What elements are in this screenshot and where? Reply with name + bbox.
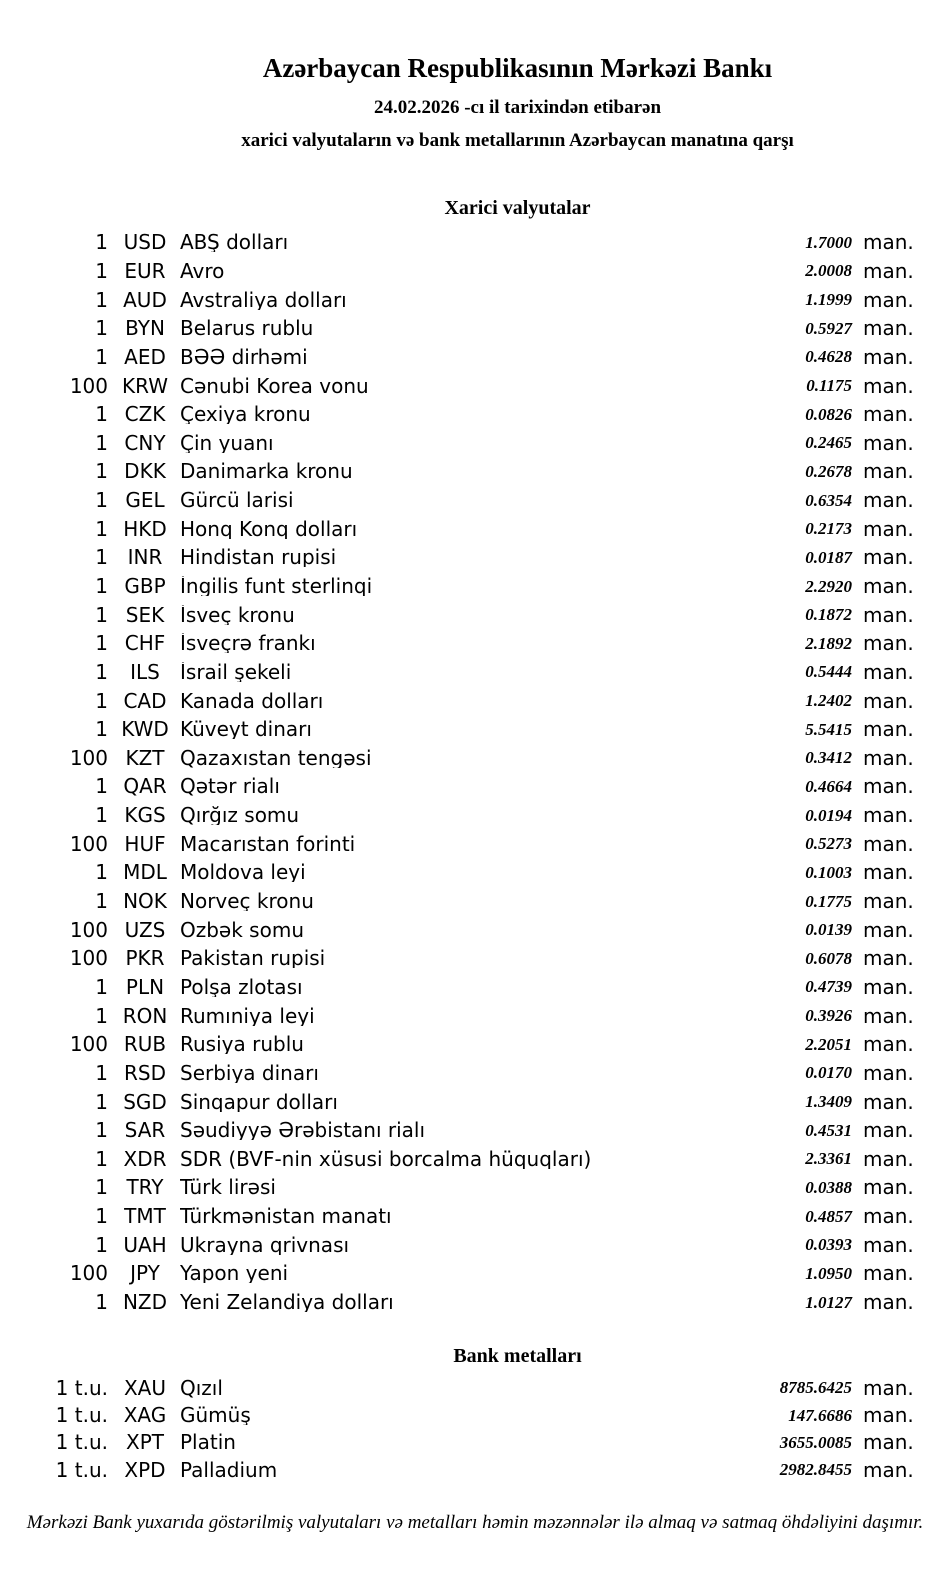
quantity: 1 bbox=[95, 402, 108, 427]
table-row bbox=[0, 1456, 950, 1483]
unit-label: man. bbox=[863, 745, 914, 770]
table-row bbox=[0, 1202, 950, 1231]
exchange-rate: 2.1892 bbox=[805, 633, 852, 653]
currency-code: GBP bbox=[124, 574, 166, 598]
currency-code: CHF bbox=[124, 631, 166, 656]
exchange-rate: 147.6686 bbox=[788, 1405, 852, 1425]
exchange-rate: 0.0388 bbox=[805, 1177, 852, 1197]
currency-code: KRW bbox=[122, 373, 168, 398]
exchange-rate: 0.0393 bbox=[805, 1235, 852, 1255]
quantity: 1 bbox=[95, 860, 108, 885]
exchange-rate: 0.2173 bbox=[805, 519, 852, 539]
quantity: 1 bbox=[95, 1146, 108, 1171]
unit-label: man. bbox=[863, 574, 914, 598]
currency-name: Səudiyyə Ərəbistanı rialı bbox=[180, 1120, 426, 1141]
quantity: 1 bbox=[95, 688, 108, 713]
exchange-rate: 0.2465 bbox=[805, 433, 852, 453]
currencies-table bbox=[0, 228, 950, 1316]
unit-label: man. bbox=[863, 831, 914, 856]
currency-name: Qızıl bbox=[180, 1377, 223, 1398]
currency-name: İsveçrə frankı bbox=[180, 633, 316, 654]
currency-code: QAR bbox=[123, 774, 167, 799]
quantity: 1 bbox=[95, 230, 108, 255]
currency-name: Sinqapur dolları bbox=[180, 1091, 338, 1112]
unit-label: man. bbox=[863, 344, 914, 369]
currency-code: NZD bbox=[122, 1290, 168, 1315]
currency-code: XAU bbox=[123, 1375, 167, 1400]
quantity: 1 bbox=[95, 803, 108, 828]
currency-name: SDR (BVF-nin xüsusi borcalma hüquqları) bbox=[180, 1148, 592, 1169]
unit-label: man. bbox=[863, 430, 914, 455]
currency-code: XAG bbox=[123, 1403, 167, 1428]
table-row bbox=[0, 829, 950, 858]
exchange-rate: 1.2402 bbox=[805, 691, 852, 711]
table-row bbox=[0, 1116, 950, 1145]
table-row bbox=[0, 715, 950, 744]
currency-code: EUR bbox=[124, 258, 166, 283]
currency-code: DKK bbox=[124, 459, 166, 484]
currency-name: Belarus rublu bbox=[180, 318, 314, 339]
table-row bbox=[0, 1087, 950, 1116]
unit-label: man. bbox=[863, 602, 914, 627]
currency-code: XDR bbox=[123, 1146, 167, 1171]
table-row bbox=[0, 343, 950, 372]
unit-label: man. bbox=[863, 545, 914, 570]
currency-name: Yapon yeni bbox=[180, 1263, 289, 1284]
exchange-rate: 0.4664 bbox=[805, 776, 852, 796]
currency-code: RON bbox=[122, 1003, 168, 1028]
currency-name: Türk lirəsi bbox=[180, 1177, 276, 1198]
unit-label: man. bbox=[863, 287, 914, 312]
currency-code: JPY bbox=[130, 1261, 160, 1286]
table-row bbox=[0, 1374, 950, 1401]
unit-label: man. bbox=[863, 717, 914, 742]
currency-name: Çin yuanı bbox=[180, 432, 274, 453]
currency-name: Norveç kronu bbox=[180, 891, 314, 912]
unit-label: man. bbox=[863, 316, 914, 341]
quantity: 1 bbox=[95, 459, 108, 484]
currency-name: Polşa zlotası bbox=[180, 976, 303, 997]
unit-label: man. bbox=[863, 373, 914, 398]
metals-table bbox=[0, 1374, 950, 1484]
table-row bbox=[0, 658, 950, 687]
table-row bbox=[0, 1259, 950, 1288]
exchange-rate: 1.7000 bbox=[805, 232, 852, 252]
currency-code: KZT bbox=[125, 745, 165, 770]
table-row bbox=[0, 772, 950, 801]
unit-label: man. bbox=[863, 659, 914, 684]
disclaimer-text: Mərkəzi Bank yuxarıda göstərilmiş valyutaları və metalları həmin məzənnələr ilə almaq və satmaq öhdəliyini daşımır. bbox=[26, 1512, 924, 1533]
currency-name: Qırğız somu bbox=[180, 805, 300, 826]
currency-name: Serbiya dinarı bbox=[180, 1062, 319, 1083]
quantity: 1 bbox=[95, 889, 108, 914]
currency-name: İsveç kronu bbox=[180, 604, 295, 625]
currency-name: Pakistan rupisi bbox=[180, 948, 326, 969]
exchange-rate: 0.6354 bbox=[805, 490, 852, 510]
unit-label: man. bbox=[863, 1457, 914, 1482]
exchange-rate: 2.2051 bbox=[805, 1034, 852, 1054]
exchange-rate: 0.0139 bbox=[805, 920, 852, 940]
exchange-rate: 1.1999 bbox=[805, 290, 852, 310]
table-row bbox=[0, 486, 950, 515]
currency-name: Rumıniya leyi bbox=[180, 1005, 315, 1026]
currency-code: TRY bbox=[126, 1175, 164, 1200]
quantity: 1 bbox=[95, 430, 108, 455]
unit-label: man. bbox=[863, 889, 914, 914]
currency-name: Avstraliya dolları bbox=[180, 289, 347, 310]
table-row bbox=[0, 629, 950, 658]
table-row bbox=[0, 543, 950, 572]
currency-code: CAD bbox=[123, 688, 167, 713]
unit-label: man. bbox=[863, 803, 914, 828]
currency-name: Platin bbox=[180, 1432, 236, 1453]
table-row bbox=[0, 1429, 950, 1456]
table-row bbox=[0, 1401, 950, 1428]
table-row bbox=[0, 371, 950, 400]
table-row bbox=[0, 285, 950, 314]
quantity: 100 bbox=[69, 831, 108, 856]
currency-name: Avro bbox=[180, 260, 225, 281]
quantity: 1 bbox=[95, 488, 108, 513]
exchange-rate: 0.4739 bbox=[805, 977, 852, 997]
unit-label: man. bbox=[863, 1089, 914, 1114]
unit-label: man. bbox=[863, 1430, 914, 1455]
metals-section-heading: Bank metalları bbox=[453, 1345, 582, 1367]
quantity: 1 bbox=[95, 1060, 108, 1085]
quantity: 1 bbox=[95, 974, 108, 999]
quantity: 1 bbox=[95, 1175, 108, 1200]
currency-name: Türkmənistan manatı bbox=[180, 1206, 392, 1227]
table-row bbox=[0, 228, 950, 257]
table-row bbox=[0, 314, 950, 343]
table-row bbox=[0, 457, 950, 486]
quantity: 1 bbox=[95, 316, 108, 341]
unit-label: man. bbox=[863, 631, 914, 656]
currency-name: Ukrayna qrivnası bbox=[180, 1234, 350, 1255]
quantity: 1 bbox=[95, 516, 108, 541]
exchange-rate: 0.5273 bbox=[805, 834, 852, 854]
table-row bbox=[0, 1030, 950, 1059]
currency-name: Özbək somu bbox=[180, 919, 304, 940]
currency-code: ILS bbox=[130, 659, 160, 684]
currency-code: RSD bbox=[124, 1060, 166, 1085]
quantity: 100 bbox=[69, 917, 108, 942]
table-row bbox=[0, 887, 950, 916]
currency-code: PKR bbox=[125, 946, 165, 971]
exchange-rate: 0.5444 bbox=[805, 662, 852, 682]
currency-code: XPT bbox=[126, 1430, 164, 1455]
exchange-rate: 0.1775 bbox=[805, 891, 852, 911]
quantity: 1 bbox=[95, 1089, 108, 1114]
page-subtitle: xarici valyutaların və bank metallarının Azərbaycan manatına qarşı bbox=[241, 130, 794, 151]
quantity: 1 bbox=[95, 1290, 108, 1315]
quantity: 1 bbox=[95, 659, 108, 684]
quantity: 1 t.u. bbox=[55, 1403, 108, 1428]
currency-code: KGS bbox=[124, 803, 166, 828]
currency-code: RUB bbox=[123, 1032, 167, 1057]
quantity: 1 bbox=[95, 631, 108, 656]
currency-code: SGD bbox=[123, 1089, 167, 1114]
unit-label: man. bbox=[863, 917, 914, 942]
quantity: 100 bbox=[69, 946, 108, 971]
currency-code: KWD bbox=[121, 717, 169, 742]
table-row bbox=[0, 428, 950, 457]
currency-name: Yeni Zelandiya dolları bbox=[180, 1292, 394, 1313]
quantity: 1 bbox=[95, 602, 108, 627]
quantity: 1 bbox=[95, 1003, 108, 1028]
table-row bbox=[0, 858, 950, 887]
exchange-rate: 0.4628 bbox=[805, 347, 852, 367]
quantity: 100 bbox=[69, 745, 108, 770]
unit-label: man. bbox=[863, 1375, 914, 1400]
table-row bbox=[0, 1288, 950, 1317]
table-row bbox=[0, 915, 950, 944]
quantity: 1 bbox=[95, 1232, 108, 1257]
exchange-rate: 0.0194 bbox=[805, 805, 852, 825]
currency-code: XPD bbox=[124, 1457, 166, 1482]
quantity: 100 bbox=[69, 1261, 108, 1286]
currency-name: Küveyt dinarı bbox=[180, 719, 312, 740]
table-row bbox=[0, 600, 950, 629]
currency-code: HUF bbox=[124, 831, 166, 856]
currency-name: Qazaxıstan tengəsi bbox=[180, 747, 372, 768]
unit-label: man. bbox=[863, 860, 914, 885]
unit-label: man. bbox=[863, 459, 914, 484]
exchange-rate: 0.0187 bbox=[805, 547, 852, 567]
table-row bbox=[0, 1230, 950, 1259]
unit-label: man. bbox=[863, 230, 914, 255]
currency-name: Gümüş bbox=[180, 1405, 251, 1426]
unit-label: man. bbox=[863, 488, 914, 513]
currency-code: UAH bbox=[123, 1232, 167, 1257]
exchange-rate: 2982.8455 bbox=[779, 1460, 852, 1480]
currency-name: Cənubi Korea vonu bbox=[180, 375, 369, 396]
quantity: 1 bbox=[95, 287, 108, 312]
quantity: 100 bbox=[69, 1032, 108, 1057]
table-row bbox=[0, 801, 950, 830]
exchange-rate: 5.5415 bbox=[805, 719, 852, 739]
unit-label: man. bbox=[863, 688, 914, 713]
quantity: 1 bbox=[95, 574, 108, 598]
exchange-rate: 0.1003 bbox=[805, 862, 852, 882]
table-row bbox=[0, 1145, 950, 1174]
unit-label: man. bbox=[863, 1403, 914, 1428]
table-row bbox=[0, 257, 950, 286]
unit-label: man. bbox=[863, 402, 914, 427]
currency-name: Honq Konq dolları bbox=[180, 518, 358, 539]
currency-code: UZS bbox=[124, 917, 166, 942]
exchange-rate: 0.4857 bbox=[805, 1206, 852, 1226]
exchange-rate: 0.1175 bbox=[806, 376, 852, 396]
unit-label: man. bbox=[863, 1032, 914, 1057]
exchange-rate: 0.1872 bbox=[805, 605, 852, 625]
table-row bbox=[0, 973, 950, 1002]
unit-label: man. bbox=[863, 1060, 914, 1085]
currency-name: BƏƏ dirhəmi bbox=[180, 346, 308, 367]
table-row bbox=[0, 1059, 950, 1088]
table-row bbox=[0, 744, 950, 773]
currency-code: INR bbox=[127, 545, 163, 570]
currency-name: Rusiya rublu bbox=[180, 1034, 304, 1055]
exchange-rate: 1.3409 bbox=[805, 1092, 852, 1112]
table-row bbox=[0, 1001, 950, 1030]
quantity: 1 t.u. bbox=[55, 1457, 108, 1482]
unit-label: man. bbox=[863, 1003, 914, 1028]
unit-label: man. bbox=[863, 516, 914, 541]
currency-name: Macarıstan forinti bbox=[180, 833, 356, 854]
exchange-rate: 0.4531 bbox=[805, 1120, 852, 1140]
table-row bbox=[0, 572, 950, 601]
exchange-rate: 0.0826 bbox=[805, 404, 852, 424]
quantity: 100 bbox=[69, 373, 108, 398]
currency-code: SEK bbox=[125, 602, 165, 627]
currency-name: Çexiya kronu bbox=[180, 404, 311, 425]
table-row bbox=[0, 400, 950, 429]
currency-name: İngilis funt sterlinqi bbox=[180, 576, 373, 596]
currency-code: USD bbox=[123, 230, 167, 255]
currency-code: AED bbox=[124, 344, 166, 369]
unit-label: man. bbox=[863, 1146, 914, 1171]
currency-name: Moldova leyi bbox=[180, 862, 306, 883]
currency-name: Gürcü larisi bbox=[180, 490, 294, 511]
quantity: 1 bbox=[95, 717, 108, 742]
unit-label: man. bbox=[863, 974, 914, 999]
quantity: 1 bbox=[95, 774, 108, 799]
table-row bbox=[0, 514, 950, 543]
exchange-rate: 0.0170 bbox=[805, 1063, 852, 1083]
currency-code: NOK bbox=[123, 889, 167, 914]
currency-name: Danimarka kronu bbox=[180, 461, 353, 482]
table-row bbox=[0, 944, 950, 973]
currency-name: İsrail şekeli bbox=[180, 661, 292, 682]
quantity: 1 bbox=[95, 545, 108, 570]
exchange-rate: 8785.6425 bbox=[779, 1378, 852, 1398]
unit-label: man. bbox=[863, 1204, 914, 1229]
exchange-rate: 1.0950 bbox=[805, 1263, 852, 1283]
unit-label: man. bbox=[863, 1118, 914, 1143]
currency-code: SAR bbox=[124, 1118, 166, 1143]
unit-label: man. bbox=[863, 1175, 914, 1200]
exchange-rate: 0.2678 bbox=[805, 461, 852, 481]
quantity: 1 bbox=[95, 1118, 108, 1143]
exchange-rate: 0.3412 bbox=[805, 748, 852, 768]
effective-date-line: 24.02.2026 -cı il tarixindən etibarən bbox=[373, 97, 662, 118]
unit-label: man. bbox=[863, 258, 914, 283]
quantity: 1 bbox=[95, 258, 108, 283]
exchange-rate: 2.2920 bbox=[805, 576, 852, 596]
currency-code: BYN bbox=[125, 316, 165, 341]
currency-code: CZK bbox=[124, 402, 166, 427]
currency-name: Qətər rialı bbox=[180, 776, 280, 797]
unit-label: man. bbox=[863, 1290, 914, 1315]
quantity: 1 bbox=[95, 1204, 108, 1229]
page-title: Azərbaycan Respublikasının Mərkəzi Bankı bbox=[262, 53, 773, 83]
unit-label: man. bbox=[863, 774, 914, 799]
currency-code: MDL bbox=[123, 860, 167, 885]
exchange-rate: 2.0008 bbox=[805, 261, 852, 281]
currencies-section-heading: Xarici valyutalar bbox=[444, 197, 591, 219]
exchange-rate: 1.0127 bbox=[805, 1292, 852, 1312]
currency-code: CNY bbox=[124, 430, 166, 455]
exchange-rate: 0.6078 bbox=[805, 948, 852, 968]
currency-name: Kanada dolları bbox=[180, 690, 324, 711]
quantity: 1 t.u. bbox=[55, 1430, 108, 1455]
table-row bbox=[0, 686, 950, 715]
table-row bbox=[0, 1173, 950, 1202]
currency-name: Hindistan rupisi bbox=[180, 547, 337, 568]
currency-code: HKD bbox=[123, 516, 167, 541]
currency-code: GEL bbox=[125, 488, 165, 513]
unit-label: man. bbox=[863, 946, 914, 971]
unit-label: man. bbox=[863, 1261, 914, 1286]
currency-name: Palladium bbox=[180, 1459, 278, 1480]
currency-code: AUD bbox=[123, 287, 167, 312]
quantity: 1 t.u. bbox=[55, 1375, 108, 1400]
unit-label: man. bbox=[863, 1232, 914, 1257]
quantity: 1 bbox=[95, 344, 108, 369]
currency-code: TMT bbox=[124, 1204, 166, 1229]
exchange-rate: 2.3361 bbox=[805, 1149, 852, 1169]
exchange-rate: 0.5927 bbox=[805, 318, 852, 338]
currency-code: PLN bbox=[125, 974, 165, 999]
exchange-rate: 3655.0085 bbox=[779, 1432, 852, 1452]
exchange-rate: 0.3926 bbox=[805, 1006, 852, 1026]
currency-name: ABŞ dolları bbox=[180, 232, 289, 253]
